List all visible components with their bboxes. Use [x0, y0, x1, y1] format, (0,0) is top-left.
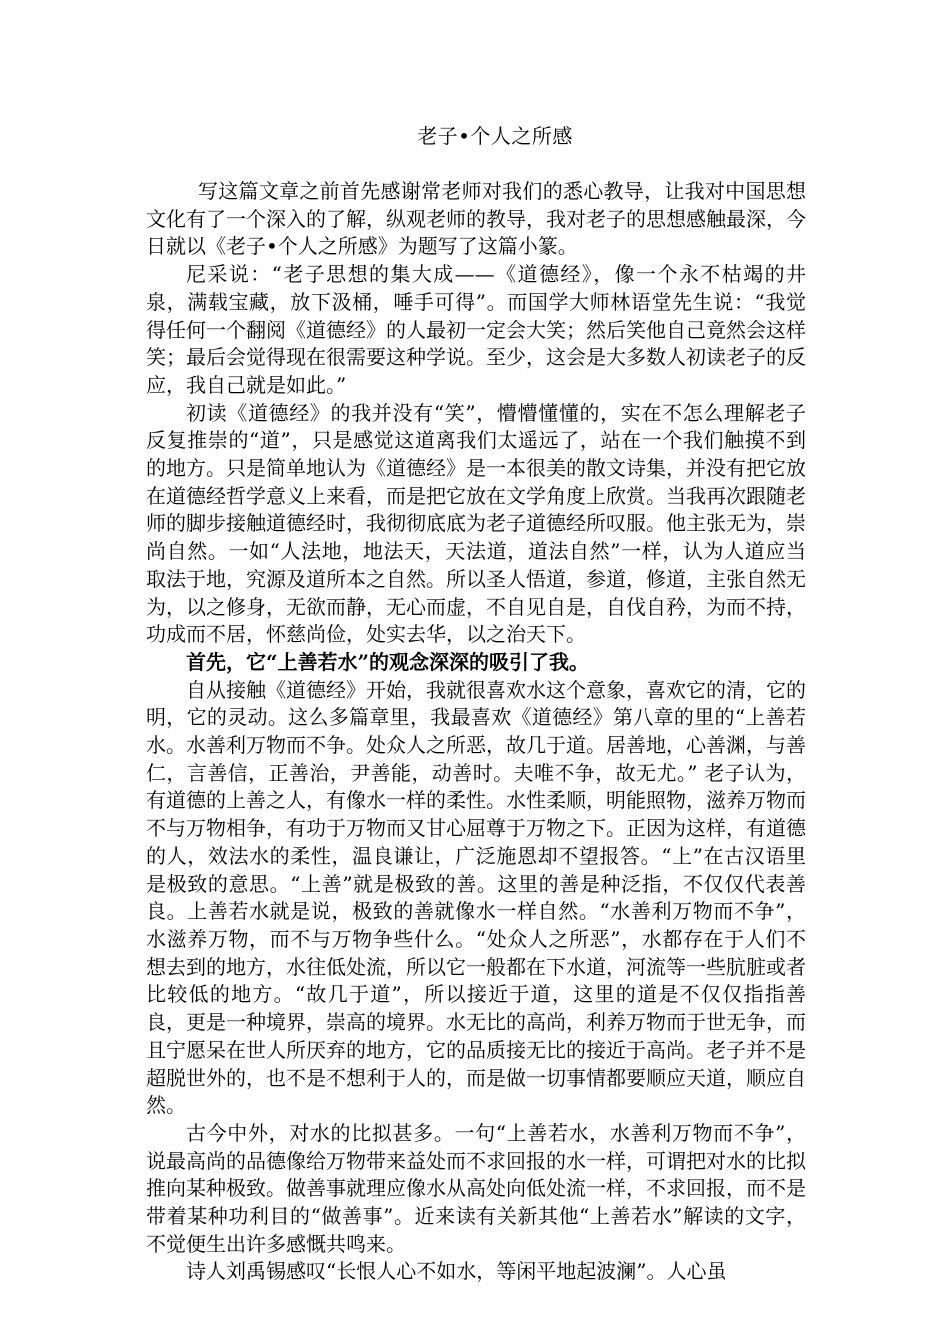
- section-heading: 首先，它“上善若水”的观念深深的吸引了我。: [186, 649, 590, 674]
- paragraph-liu-yuxi: 诗人刘禹锡感叹“长恨人心不如水，等闲平地起波澜”。人心虽: [186, 1259, 727, 1284]
- paragraph-water-analogy: 古今中外，对水的比拟甚多。一句“上善若水，水善利万物而不争”，说最高尚的品德像给万物带来益处而不求回报的水一样，可谓把对水的比拟推向某种极致。做善事就理应像水从高处向低处流一样，不求回报，而不是带着某种功利目的“做善事”。近来读有关新其他“上善若水”解读的文字，不觉便生出许多感慨共鸣来。: [146, 1120, 806, 1256]
- document-title: 老子•个人之所感: [417, 124, 573, 148]
- document-body: [146, 178, 806, 1286]
- paragraph-first-reading: 初读《道德经》的我并没有“笑”，懵懵懂懂的，实在不怎么理解老子反复推崇的“道”，只是感觉这道离我们太遥远了，站在一个我们触摸不到的地方。只是简单地认为《道德经》是一本很美的散文诗集，并没有把它放在道德经哲学意义上来看，而是把它放在文学角度上欣赏。当我再次跟随老师的脚步接触道德经时，我彻彻底底为老子道德经所叹服。他主张无为，崇尚自然。一如“人法地，地法天，天法道，道法自然”一样，认为人道应当取法于地，究源及道所本之自然。所以圣人悟道，参道，修道，主张自然无为，以之修身，无欲而静，无心而虚，不自见自是，自伐自矜，为而不持，功成而不居，怀慈尚俭，处实去华，以之治天下。: [146, 400, 806, 647]
- paragraph-water: 自从接触《道德经》开始，我就很喜欢水这个意象，喜欢它的清，它的明，它的灵动。这么多篇章里，我最喜欢《道德经》第八章的里的“上善若水。水善利万物而不争。处众人之所恶，故几于道。居善地，心善渊，与善仁，言善信，正善治，尹善能，动善时。夫唯不争，故无尤。” 老子认为，有道德的上善之人，有像水一样的柔性。水性柔顺，明能照物，滋养万物而不与万物相争，有功于万物而又甘心屈尊于万物之下。正因为这样，有道德的人，效法水的柔性，温良谦让，广泛施恩却不望报答。“上”在古汉语里是极致的意思。“上善”就是极致的善。这里的善是种泛指，不仅仅代表善良。上善若水就是说，极致的善就像水一样自然。“水善利万物而不争”，水滋养万物，而不与万物争些什么。“处众人之所恶”，水都存在于人们不想去到的地方，水往低处流，所以它一般都在下水道，河流等一些肮脏或者比较低的地方。“故几于道”，所以接近于道，这里的道是不仅仅指指善良，更是一种境界，崇高的境界。水无比的高尚，利养万物而于世无争，而且宁愿呆在世人所厌弃的地方，它的品质接无比的接近于高尚。老子并不是超脱世外的，也不是不想利于人的，而是做一切事情都要顺应天道，顺应自然。: [146, 677, 806, 1118]
- paragraph-intro: 写这篇文章之前首先感谢常老师对我们的悉心教导，让我对中国思想文化有了一个深入的了解，纵观老师的教导，我对老子的思想感触最深，今日就以《老子•个人之所感》为题写了这篇小篆。: [146, 179, 806, 259]
- paragraph-nietzsche-quote: 尼采说：“老子思想的集大成——《道德经》，像一个永不枯竭的井泉，满载宝藏，放下汲桶，唾手可得”。而国学大师林语堂先生说：“我觉得任何一个翻阅《道德经》的人最初一定会大笑；然后笑他自己竟然会这样笑；最后会觉得现在很需要这种学说。至少，这会是大多数人初读老子的反应，我自己就是如此。”: [146, 262, 806, 397]
